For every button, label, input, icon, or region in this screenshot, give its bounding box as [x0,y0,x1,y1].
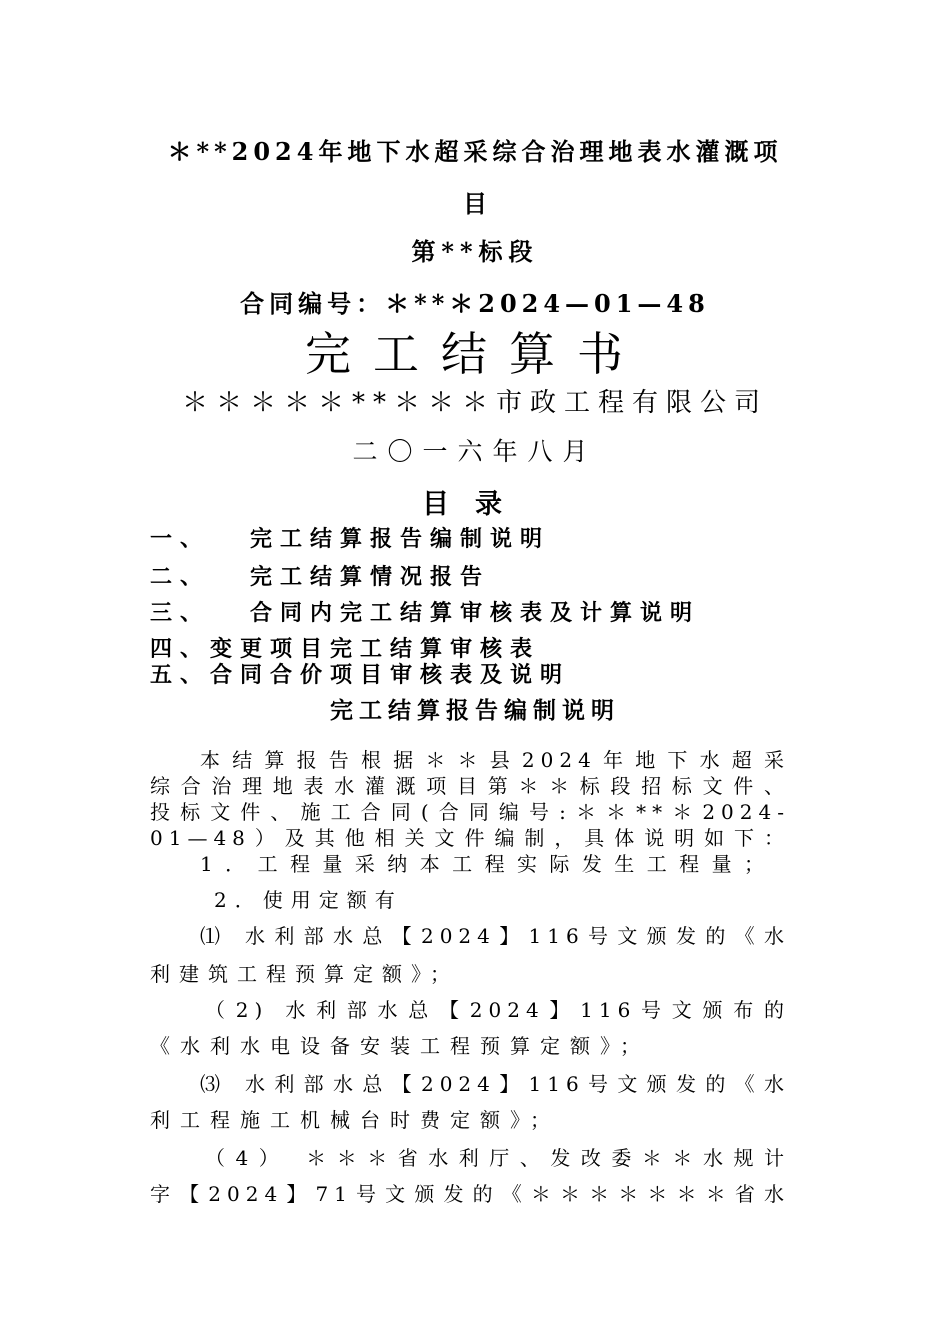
quota1-line1: ⑴ 水利部水总【2024】116号文颁发的《水 [200,924,790,948]
toc-item-label: 变更项目完工结算审核表 [210,637,541,662]
toc-item-label: 完工结算情况报告 [250,565,491,590]
quota2-line1: （2) 水利部水总【2024】116号文颁布的 [205,998,790,1022]
company-name: ＊＊＊＊＊**＊＊＊市政工程有限公司 [181,388,768,418]
item-2: 2．使用定额有 [214,888,403,912]
document-date: 二〇一六年八月 [352,437,598,466]
toc-title: 目录 [422,489,528,520]
project-title-line2: 目 [463,189,487,218]
toc-item-label: 完工结算报告编制说明 [250,527,551,552]
intro-line1: 本结算报告根据＊＊县2024年地下水超采 [200,748,790,772]
toc-item [150,658,570,689]
quota1-line2: 利建筑工程预算定额》； [150,962,459,986]
toc-item [150,522,550,553]
intro-line2: 综合治理地表水灌溉项目第＊＊标段招标文件、 [150,774,790,798]
item-1: 1．工程量采纳本工程实际发生工程量； [200,852,770,876]
section-heading: 完工结算报告编制说明 [330,698,620,724]
quota3-line1: ⑶ 水利部水总【2024】116号文颁发的《水 [200,1072,790,1096]
section-label: 第**标段 [411,237,539,266]
quota4-line2: 字【2024】71号文颁发的《＊＊＊＊＊＊＊省水 [150,1182,790,1206]
toc-item-number: 五、 [150,663,211,688]
toc-item-number: 一、 [150,527,211,552]
toc-item-number: 三、 [150,601,211,626]
toc-item-number: 四、 [150,637,211,662]
document-title: 完工结算书 [305,327,645,381]
toc-item-number: 二、 [150,565,211,590]
quota4-line1: （4） ＊＊＊省水利厅、发改委＊＊水规计 [205,1146,790,1170]
contract-number: 合同编号：＊**＊2024—01—48 [240,289,710,318]
toc-item-label: 合同内完工结算审核表及计算说明 [250,601,701,626]
quota3-line2: 利工程施工机械台时费定额》； [150,1108,560,1132]
toc-item [150,596,700,627]
intro-line3: 投标文件、施工合同(合同编号:＊＊**＊2024- [150,800,790,824]
intro-line4: 01—48）及其他相关文件编制，具体说明如下： [150,826,790,850]
quota2-line2: 《水利水电设备安装工程预算定额》； [150,1034,650,1058]
project-title-line1: ＊**2024年地下水超采综合治理地表水灌溉项 [167,137,783,166]
toc-item [150,560,490,591]
toc-item-label: 合同合价项目审核表及说明 [210,663,571,688]
